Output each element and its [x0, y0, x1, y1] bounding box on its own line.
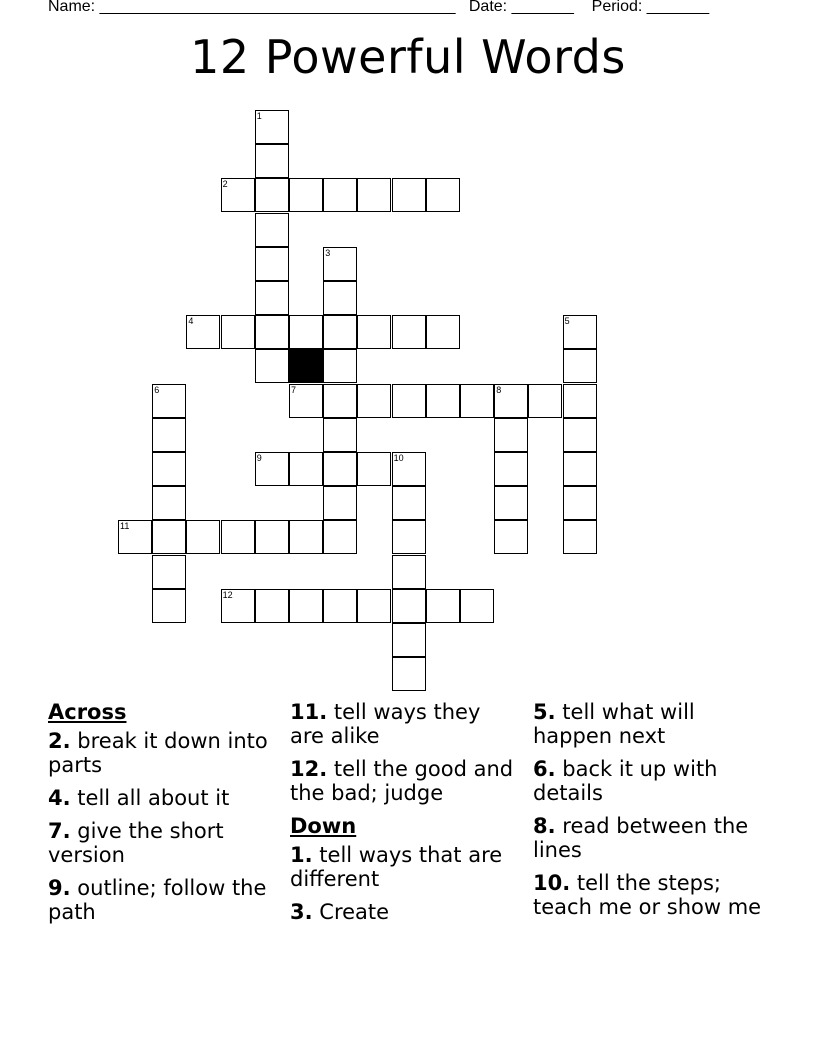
grid-cell[interactable] — [392, 384, 426, 418]
grid-cell[interactable] — [255, 247, 289, 281]
clue-down-8: 8. read between the lines — [533, 814, 749, 862]
grid-cell[interactable] — [392, 657, 426, 691]
grid-cell[interactable] — [152, 486, 186, 520]
clue-number-label: 7 — [291, 384, 297, 395]
clue-number: 8 — [533, 814, 548, 838]
grid-cell[interactable] — [392, 486, 426, 520]
clue-text: give the short version — [48, 819, 224, 867]
grid-cell[interactable] — [563, 349, 597, 383]
grid-cell[interactable] — [357, 452, 391, 486]
grid-cell[interactable] — [563, 384, 597, 418]
clue-text: Create — [319, 900, 390, 924]
period-label: Period: — [591, 0, 643, 15]
grid-cell[interactable] — [152, 452, 186, 486]
clue-number: 7 — [48, 819, 63, 843]
grid-cell[interactable] — [563, 452, 597, 486]
clue-down-6: 6. back it up with details — [533, 757, 718, 805]
grid-cell[interactable] — [255, 281, 289, 315]
grid-cell[interactable] — [494, 452, 528, 486]
clue-column-1 — [48, 700, 278, 933]
grid-cell[interactable] — [426, 384, 460, 418]
clue-number-label: 12 — [222, 589, 233, 600]
clue-number: 10 — [533, 871, 563, 895]
grid-cell[interactable] — [460, 384, 494, 418]
clue-across-11: 11. tell ways they are alike — [290, 700, 481, 748]
clue-number: 6 — [533, 757, 548, 781]
clue-down-5: 5. tell what will happen next — [533, 700, 695, 748]
grid-cell[interactable] — [323, 315, 357, 349]
clue-text: tell the good and the bad; judge — [290, 757, 514, 805]
grid-cell[interactable] — [255, 589, 289, 623]
clue-number: 12 — [290, 757, 320, 781]
clue-number-label: 3 — [325, 247, 331, 258]
clue-number: 3 — [290, 900, 305, 924]
clue-number-label: 1 — [256, 111, 262, 121]
grid-cell[interactable] — [186, 520, 220, 554]
grid-cell[interactable] — [323, 281, 357, 315]
period-blank[interactable]: _______ — [646, 0, 710, 15]
grid-cell[interactable] — [323, 486, 357, 520]
grid-cell[interactable] — [152, 418, 186, 452]
grid-cell[interactable] — [563, 486, 597, 520]
grid-cell[interactable] — [255, 520, 289, 554]
grid-cell[interactable] — [323, 452, 357, 486]
grid-cell[interactable] — [152, 520, 186, 554]
grid-cell[interactable] — [528, 384, 562, 418]
clue-across-4: 4. tell all about it — [48, 786, 230, 810]
grid-cell[interactable] — [152, 589, 186, 623]
across-heading: Across — [48, 700, 127, 724]
grid-cell[interactable] — [426, 178, 460, 212]
grid-cell[interactable] — [221, 589, 255, 623]
grid-cell[interactable] — [392, 520, 426, 554]
clue-number-label: 2 — [222, 179, 228, 190]
grid-cell[interactable] — [255, 452, 289, 486]
grid-cell[interactable] — [152, 384, 186, 418]
clue-column-2 — [290, 700, 520, 933]
grid-cell[interactable] — [289, 315, 323, 349]
clue-number: 1 — [290, 843, 305, 867]
clue-text: tell ways that are different — [290, 843, 503, 891]
grid-cell[interactable] — [186, 315, 220, 349]
grid-cell[interactable] — [289, 178, 323, 212]
clue-number-label: 6 — [154, 384, 160, 395]
grid-cell[interactable] — [323, 418, 357, 452]
clue-number: 4 — [48, 786, 63, 810]
grid-cell[interactable] — [494, 418, 528, 452]
grid-cell[interactable] — [563, 418, 597, 452]
clue-number-label: 11 — [120, 521, 130, 532]
grid-cell[interactable] — [289, 384, 323, 418]
grid-cell[interactable] — [392, 589, 426, 623]
clue-number: 11 — [290, 700, 320, 724]
clue-down-3: 3. Create — [290, 900, 390, 924]
grid-cell[interactable] — [255, 315, 289, 349]
date-label: Date: — [468, 0, 508, 15]
clue-across-7: 7. give the short version — [48, 819, 224, 867]
clue-number: 5 — [533, 700, 548, 724]
clue-down-10: 10. tell the steps; teach me or show me — [533, 871, 762, 919]
grid-cell[interactable] — [494, 486, 528, 520]
clue-text: tell what will happen next — [533, 700, 695, 748]
grid-cell[interactable] — [255, 110, 289, 144]
grid-cell[interactable] — [357, 178, 391, 212]
grid-cell[interactable] — [392, 178, 426, 212]
grid-cell[interactable] — [289, 520, 323, 554]
clue-text: back it up with details — [533, 757, 718, 805]
grid-cell[interactable] — [460, 589, 494, 623]
grid-cell[interactable] — [221, 520, 255, 554]
grid-cell[interactable] — [494, 384, 528, 418]
grid-cell[interactable] — [323, 589, 357, 623]
page-title: 12 Powerful Words — [190, 30, 626, 84]
clue-text: tell all about it — [77, 786, 230, 810]
grid-cell[interactable] — [323, 520, 357, 554]
clue-number: 9 — [48, 876, 63, 900]
clue-number-label: 4 — [188, 316, 194, 327]
grid-cell[interactable] — [255, 144, 289, 178]
grid-cell[interactable] — [563, 315, 597, 349]
clue-text: break it down into parts — [48, 729, 268, 777]
grid-cell[interactable] — [255, 349, 289, 383]
grid-cell[interactable] — [563, 520, 597, 554]
grid-cell[interactable] — [426, 589, 460, 623]
grid-cell[interactable] — [118, 520, 152, 554]
date-blank[interactable]: _______ — [511, 0, 574, 15]
name-blank[interactable]: ________________________________________ — [99, 0, 456, 15]
clue-down-1: 1. tell ways that are different — [290, 843, 503, 891]
grid-cell[interactable] — [392, 452, 426, 486]
clue-text: tell ways they are alike — [290, 700, 481, 748]
clue-number-label: 9 — [256, 453, 262, 463]
grid-cell[interactable] — [289, 589, 323, 623]
grid-cell[interactable] — [323, 178, 357, 212]
grid-cell[interactable] — [255, 213, 289, 247]
clue-number-label: 8 — [496, 384, 502, 395]
clue-number: 2 — [48, 729, 63, 753]
grid-cell[interactable] — [323, 384, 357, 418]
grid-cell[interactable] — [152, 555, 186, 589]
grid-cell[interactable] — [255, 178, 289, 212]
grid-cell[interactable] — [357, 384, 391, 418]
clue-text: read between the lines — [533, 814, 749, 862]
clue-number-label: 10 — [393, 453, 404, 463]
grid-cell[interactable] — [392, 555, 426, 589]
grid-cell[interactable] — [221, 315, 255, 349]
grid-cell[interactable] — [392, 623, 426, 657]
grid-cell[interactable] — [323, 247, 357, 281]
clue-column-3 — [533, 700, 773, 928]
grid-cell[interactable] — [323, 349, 357, 383]
grid-cell[interactable] — [426, 315, 460, 349]
grid-cell[interactable] — [221, 178, 255, 212]
grid-cell[interactable] — [357, 315, 391, 349]
clue-text: tell the steps; teach me or show me — [533, 871, 762, 919]
clue-number-label: 5 — [564, 316, 570, 327]
name-label: Name: — [48, 0, 96, 15]
down-heading: Down — [290, 814, 357, 838]
clue-across-9: 9. outline; follow the path — [48, 876, 267, 924]
clue-across-2: 2. break it down into parts — [48, 729, 268, 777]
grid-cell[interactable] — [357, 589, 391, 623]
grid-cell[interactable] — [392, 315, 426, 349]
clue-text: outline; follow the path — [48, 876, 267, 924]
grid-block-cell — [289, 349, 323, 383]
grid-cell[interactable] — [289, 452, 323, 486]
clue-across-12: 12. tell the good and the bad; judge — [290, 757, 514, 805]
grid-cell[interactable] — [494, 520, 528, 554]
